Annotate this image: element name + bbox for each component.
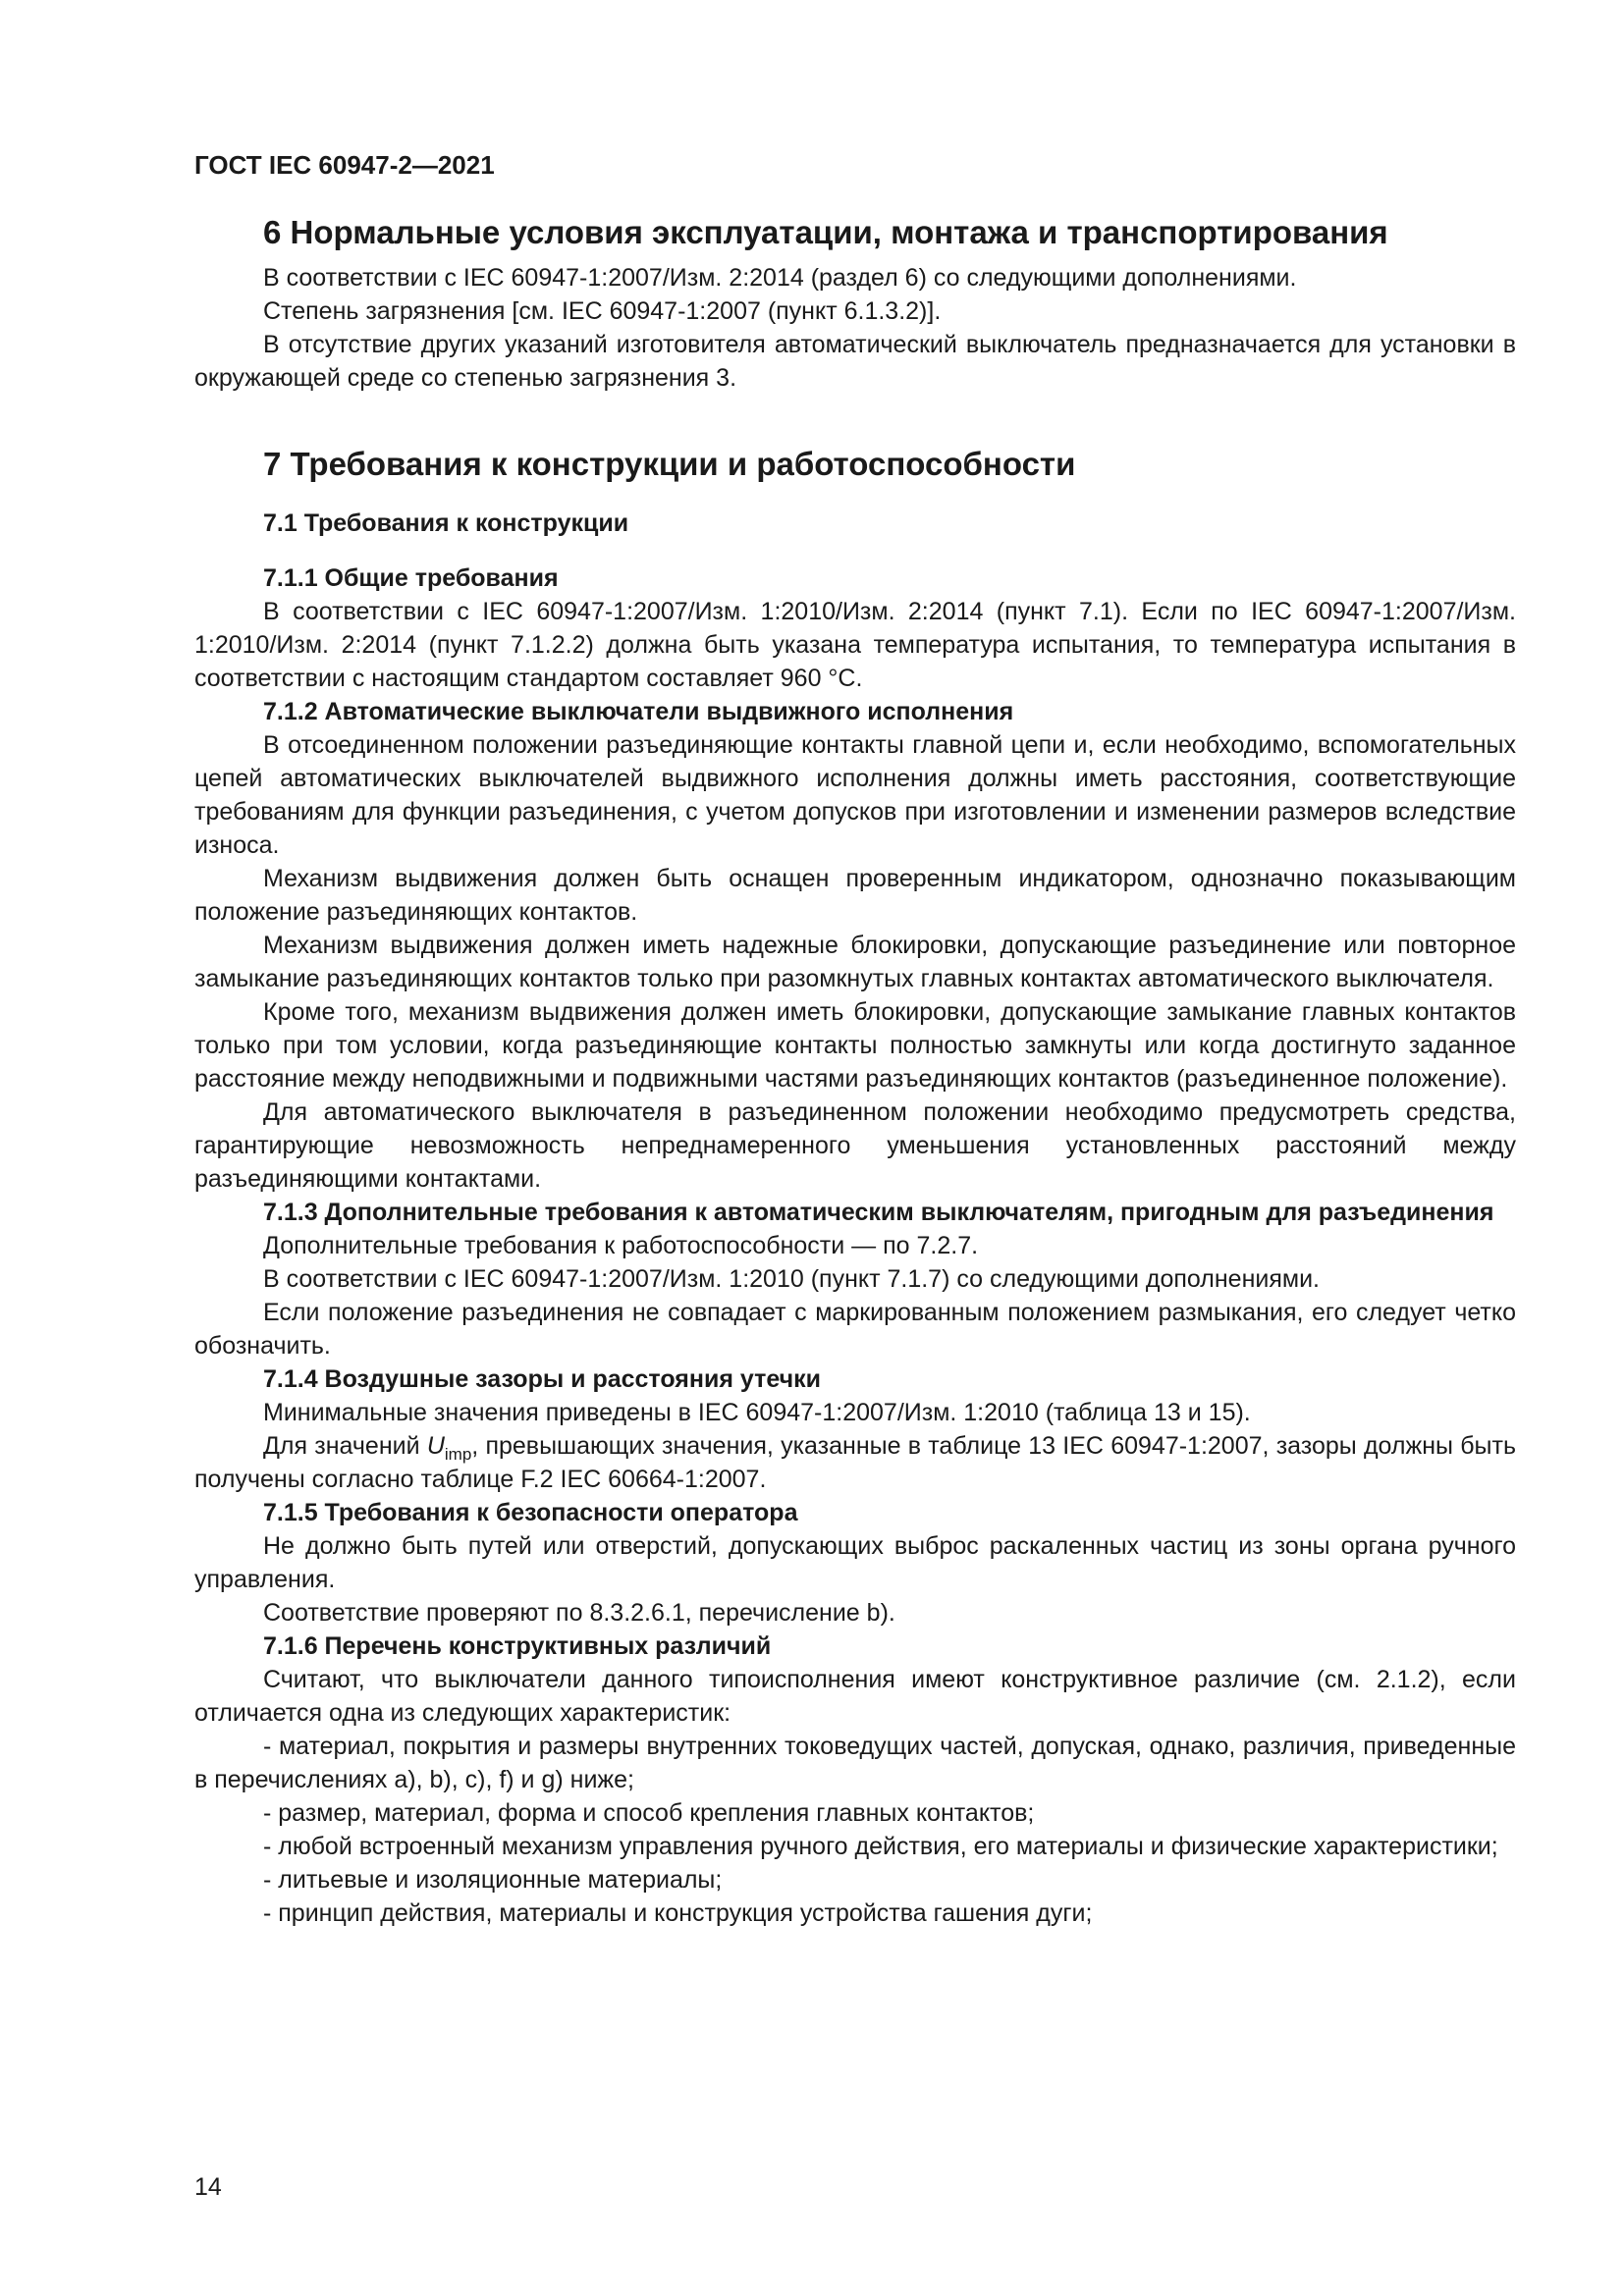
- paragraph: Не должно быть путей или отверстий, допускающих выброс раскаленных частиц из зоны органа ручного управления.: [194, 1532, 1516, 1593]
- paragraph: В соответствии с IEC 60947-1:2007/Изм. 2:2014 (раздел 6) со следующими дополнениями.: [263, 264, 1297, 292]
- symbol-subscript: imp: [444, 1445, 472, 1464]
- paragraph: В отсоединенном положении разъединяющие контакты главной цепи и, если необходимо, вспомогательных цепей автоматических выключателей выдвижного исполнения должны иметь расстояния, соответствующие требованиям для функции разъединения, с учетом допусков при изготовлении и изменении размеров вследствие износа.: [194, 731, 1516, 859]
- section-7-1-title: 7.1 Требования к конструкции: [263, 509, 629, 537]
- list-item: - любой встроенный механизм управления ручного действия, его материалы и физические характеристики;: [263, 1833, 1498, 1860]
- paragraph: Механизм выдвижения должен иметь надежные блокировки, допускающие разъединение или повторное замыкание разъединяющих контактов только при разомкнутых главных контактах автоматического выключателя.: [194, 932, 1516, 992]
- paragraph: Считают, что выключатели данного типоисполнения имеют конструктивное различие (см. 2.1.2), если отличается одна из следующих характеристик:: [194, 1666, 1516, 1727]
- paragraph-uimp: [194, 1429, 1516, 1496]
- section-6-title: 6 Нормальные условия эксплуатации, монтажа и транспортирования: [263, 214, 1388, 250]
- text-run: , превышающих значения, указанные в таблице 13 IEC 60947-1:2007, зазоры должны быть получены согласно таблице F.2 IEC 60664-1:2007.: [194, 1432, 1516, 1493]
- section-7-1-5-title: 7.1.5 Требования к безопасности оператора: [263, 1499, 798, 1526]
- section-6-body: [194, 261, 1516, 395]
- section-7-1-2-title: 7.1.2 Автоматические выключатели выдвижного исполнения: [263, 698, 1014, 725]
- section-7-1-4-title: 7.1.4 Воздушные зазоры и расстояния утечки: [263, 1365, 822, 1393]
- paragraph: Для автоматического выключателя в разъединенном положении необходимо предусмотреть средства, гарантирующие невозможность непреднамеренного уменьшения установленных расстояний между разъединяющими контактами.: [194, 1098, 1516, 1193]
- paragraph: Дополнительные требования к работоспособности — по 7.2.7.: [263, 1232, 979, 1259]
- paragraph: Если положение разъединения не совпадает с маркированным положением размыкания, его следует четко обозначить.: [194, 1299, 1516, 1360]
- list-item: - литьевые и изоляционные материалы;: [263, 1866, 723, 1894]
- document-body: [194, 212, 1516, 1930]
- page-number: 14: [194, 2173, 222, 2201]
- paragraph: Минимальные значения приведены в IEC 60947-1:2007/Изм. 1:2010 (таблица 13 и 15).: [263, 1399, 1251, 1426]
- paragraph: В отсутствие других указаний изготовителя автоматический выключатель предназначается для установки в окружающей среде со степенью загрязнения 3.: [194, 331, 1516, 392]
- text-run: Для значений: [263, 1432, 427, 1460]
- document-header: ГОСТ IEC 60947-2—2021: [194, 150, 495, 180]
- section-7-1-1-title: 7.1.1 Общие требования: [263, 564, 559, 592]
- paragraph: Степень загрязнения [см. IEC 60947-1:2007 (пункт 6.1.3.2)].: [263, 297, 942, 325]
- paragraph: Механизм выдвижения должен быть оснащен проверенным индикатором, однозначно показывающим положение разъединяющих контактов.: [194, 865, 1516, 926]
- section-7-title: 7 Требования к конструкции и работоспособности: [263, 446, 1076, 482]
- section-7-1-3-title: 7.1.3 Дополнительные требования к автоматическим выключателям, пригодным для разъединения: [263, 1199, 1494, 1226]
- symbol-u: U: [426, 1432, 445, 1460]
- paragraph: Соответствие проверяют по 8.3.2.6.1, перечисление b).: [263, 1599, 895, 1627]
- paragraph: Кроме того, механизм выдвижения должен иметь блокировки, допускающие замыкание главных контактов только при том условии, когда разъединяющие контакты полностью замкнуты или когда достигнуто заданное расстояние между неподвижными и подвижными частями разъединяющих контактов (разъединенное положение).: [194, 998, 1516, 1093]
- list-item: - принцип действия, материалы и конструкция устройства гашения дуги;: [263, 1899, 1093, 1927]
- paragraph: В соответствии с IEC 60947-1:2007/Изм. 1:2010 (пункт 7.1.7) со следующими дополнениями.: [263, 1265, 1320, 1293]
- section-7-1-6-title: 7.1.6 Перечень конструктивных различий: [263, 1632, 772, 1660]
- list-item: - размер, материал, форма и способ крепления главных контактов;: [263, 1799, 1035, 1827]
- list-item: - материал, покрытия и размеры внутренних токоведущих частей, допуская, однако, различия, приведенные в перечислениях a), b), c), f) и g) ниже;: [194, 1733, 1516, 1793]
- paragraph: В соответствии с IEC 60947-1:2007/Изм. 1:2010/Изм. 2:2014 (пункт 7.1). Если по IEC 60947-1:2007/Изм. 1:2010/Изм. 2:2014 (пункт 7.1.2.2) должна быть указана температура испытания, то температура испытания в соответствии с настоящим стандартом составляет 960 °С.: [194, 598, 1516, 692]
